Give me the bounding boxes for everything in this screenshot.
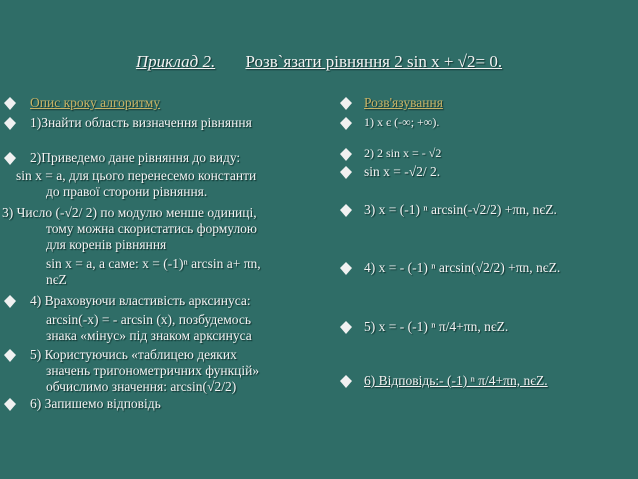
diamond-bullet-icon — [340, 117, 352, 130]
solution-5: 5) x = - (-1) ⁿ π/4+πn, nєZ. — [364, 319, 509, 334]
solution-2: 2) 2 sin x = - √2 — [364, 146, 442, 160]
solution-6-answer: 6) Відповідь:- (-1) ⁿ π/4+πn, nєZ. — [364, 373, 548, 388]
step-3-line-4: sin x = a, а саме: x = (-1)ⁿ arcsin a+ πn, — [46, 256, 261, 271]
step-5-line-3: обчислимо значення: arcsin(√2/2) — [46, 379, 237, 394]
step-2-line-3: до правої сторони рівняння. — [46, 184, 208, 199]
title-main: Розв`язати рівняння 2 sin x + √2= 0. — [245, 52, 503, 71]
diamond-bullet-icon — [4, 349, 16, 362]
diamond-bullet-icon — [340, 204, 352, 217]
step-4-line-1: 4) Враховуючи властивість арксинуса: — [30, 293, 251, 308]
step-3-line-1: 3) Число (-√2/ 2) по модулю менше одиниці, — [2, 205, 257, 220]
diamond-bullet-icon — [4, 97, 16, 110]
step-4-line-2: arcsin(-x) = - arcsin (x), позбудемось — [46, 312, 252, 327]
right-heading: Розв'язування — [364, 95, 443, 110]
step-5-line-2: значень тригонометричних функцій» — [46, 363, 260, 378]
diamond-bullet-icon — [340, 148, 352, 161]
step-2-line-2: sin x = a, для цього перенесемо константи — [16, 168, 257, 183]
diamond-bullet-icon — [340, 321, 352, 334]
slide-title — [0, 52, 638, 72]
solution-1: 1) x є (-∞; +∞). — [364, 115, 440, 129]
step-3-line-2: тому можна скористатись формулою — [46, 221, 258, 236]
step-1: 1)Знайти область визначення рівняння — [30, 115, 252, 130]
diamond-bullet-icon — [340, 166, 352, 179]
diamond-bullet-icon — [4, 295, 16, 308]
solution-2b: sin x = -√2/ 2. — [364, 164, 441, 179]
step-2-line-1: 2)Приведемо дане рівняння до виду: — [30, 150, 241, 165]
diamond-bullet-icon — [340, 97, 352, 110]
diamond-bullet-icon — [340, 375, 352, 388]
diamond-bullet-icon — [4, 117, 16, 130]
solution-3: 3) x = (-1) ⁿ arcsin(-√2/2) +πn, nєZ. — [364, 202, 557, 217]
step-4-line-3: знака «мінус» під знаком арксинуса — [46, 328, 252, 343]
step-3-line-5: nєZ — [46, 272, 67, 287]
diamond-bullet-icon — [4, 398, 16, 411]
diamond-bullet-icon — [340, 262, 352, 275]
title-prefix: Приклад 2. — [135, 52, 216, 71]
left-heading: Опис кроку алгоритму — [30, 95, 161, 110]
step-5-line-1: 5) Користуючись «таблицею деяких — [30, 347, 237, 362]
step-3-line-3: для коренів рівняння — [46, 237, 167, 252]
diamond-bullet-icon — [4, 152, 16, 165]
step-6: 6) Запишемо відповідь — [30, 396, 161, 411]
solution-4: 4) x = - (-1) ⁿ arcsin(√2/2) +πn, nєZ. — [364, 260, 561, 275]
